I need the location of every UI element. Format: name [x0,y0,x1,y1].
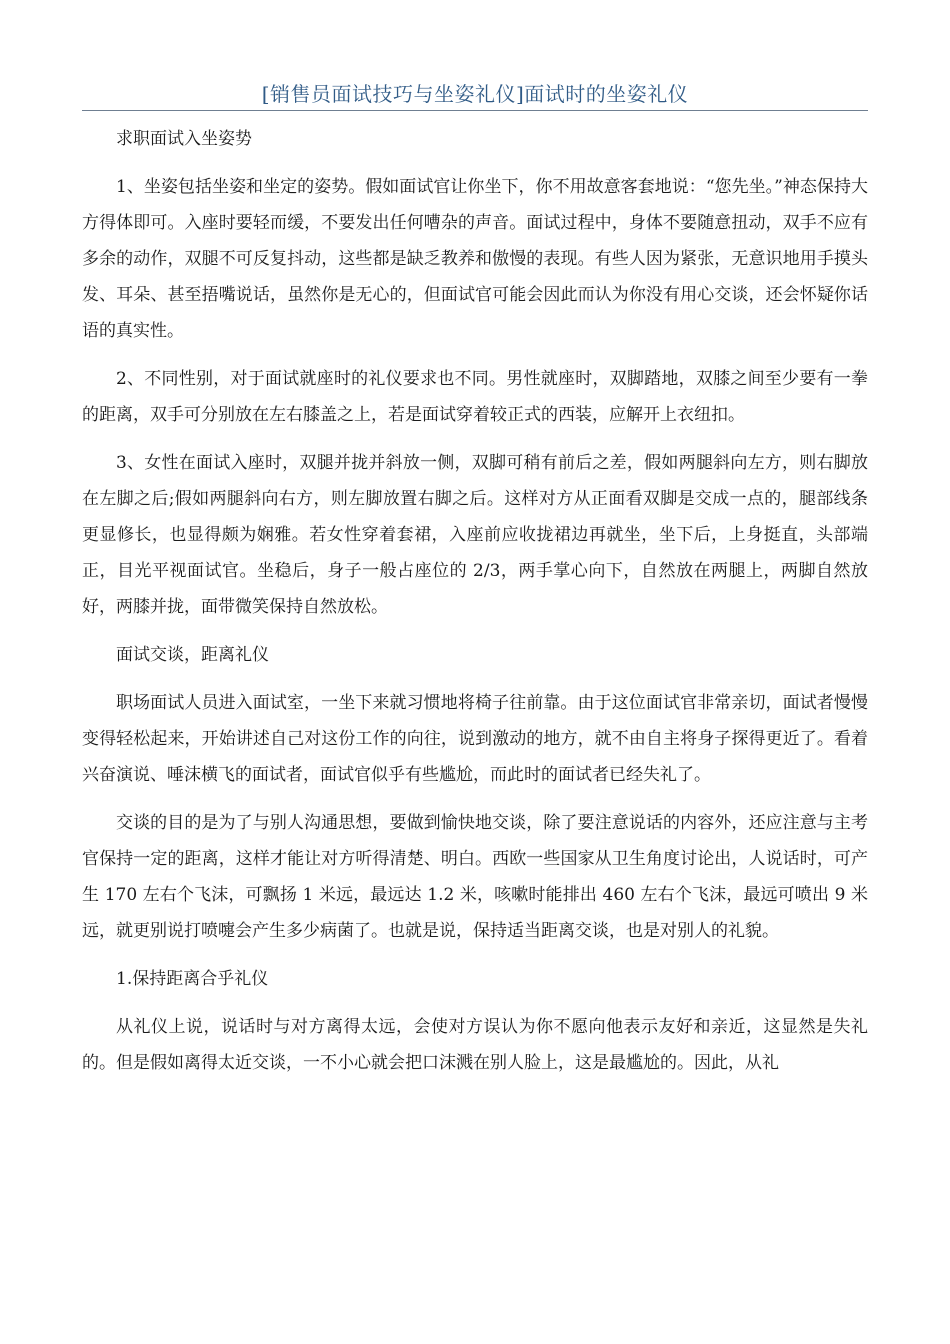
subsection-heading: 1.保持距离合乎礼仪 [116,969,269,989]
section-heading-distance: 面试交谈，距离礼仪 [116,645,269,665]
paragraph: 1、坐姿包括坐姿和坐定的姿势。假如面试官让你坐下，你不用故意客套地说：“您先坐。”神态保持大方得体即可。入座时要轻而缓，不要发出任何嘈杂的声音。面试过程中，身体不要随意扭动，双手不应有多余的动作，双腿不可反复抖动，这些都是缺乏教养和傲慢的表现。有些人因为紧张，无意识地用手摸头发、耳朵、甚至捂嘴说话，虽然你是无心的，但面试官可能会因此而认为你没有用心交谈，还会怀疑你话语的真实性。 [82,177,868,341]
title-divider [82,110,868,111]
section-heading-seating: 求职面试入坐姿势 [116,129,252,149]
document-title: [销售员面试技巧与坐姿礼仪]面试时的坐姿礼仪 [261,82,689,106]
paragraph: 职场面试人员进入面试室，一坐下来就习惯地将椅子往前靠。由于这位面试官非常亲切，面试者慢慢变得轻松起来，开始讲述自己对这份工作的向往，说到激动的地方，就不由自主将身子探得更近了。看着兴奋演说、唾沫横飞的面试者，面试官似乎有些尴尬，而此时的面试者已经失礼了。 [82,693,868,785]
paragraph: 从礼仪上说，说话时与对方离得太远，会使对方误认为你不愿向他表示友好和亲近，这显然是失礼的。但是假如离得太近交谈，一不小心就会把口沫溅在别人脸上，这是最尴尬的。因此，从礼 [82,1017,868,1073]
paragraph: 2、不同性别，对于面试就座时的礼仪要求也不同。男性就座时，双脚踏地，双膝之间至少要有一拳的距离，双手可分别放在左右膝盖之上，若是面试穿着较正式的西装，应解开上衣纽扣。 [82,369,868,425]
document-body [82,121,868,1093]
paragraph: 3、女性在面试入座时，双腿并拢并斜放一侧，双脚可稍有前后之差，假如两腿斜向左方，则右脚放在左脚之后;假如两腿斜向右方，则左脚放置右脚之后。这样对方从正面看双脚是交成一点的，腿部线条更显修长，也显得颇为娴雅。若女性穿着套裙，入座前应收拢裙边再就坐，坐下后，上身挺直，头部端正，目光平视面试官。坐稳后，身子一般占座位的 2/3，两手掌心向下，自然放在两腿上，两脚自然放好，两膝并拢，面带微笑保持自然放松。 [82,453,868,617]
paragraph: 交谈的目的是为了与别人沟通思想，要做到愉快地交谈，除了要注意说话的内容外，还应注意与主考官保持一定的距离，这样才能让对方听得清楚、明白。西欧一些国家从卫生角度讨论出，人说话时，可产生 170 左右个飞沫，可飘扬 1 米远，最远达 1.2 米，咳嗽时能排出 460 左右个飞沫，最远可喷出 9 米远，就更别说打喷嚏会产生多少病菌了。也就是说，保持适当距离交谈，也是对别人的礼貌。 [82,813,868,941]
